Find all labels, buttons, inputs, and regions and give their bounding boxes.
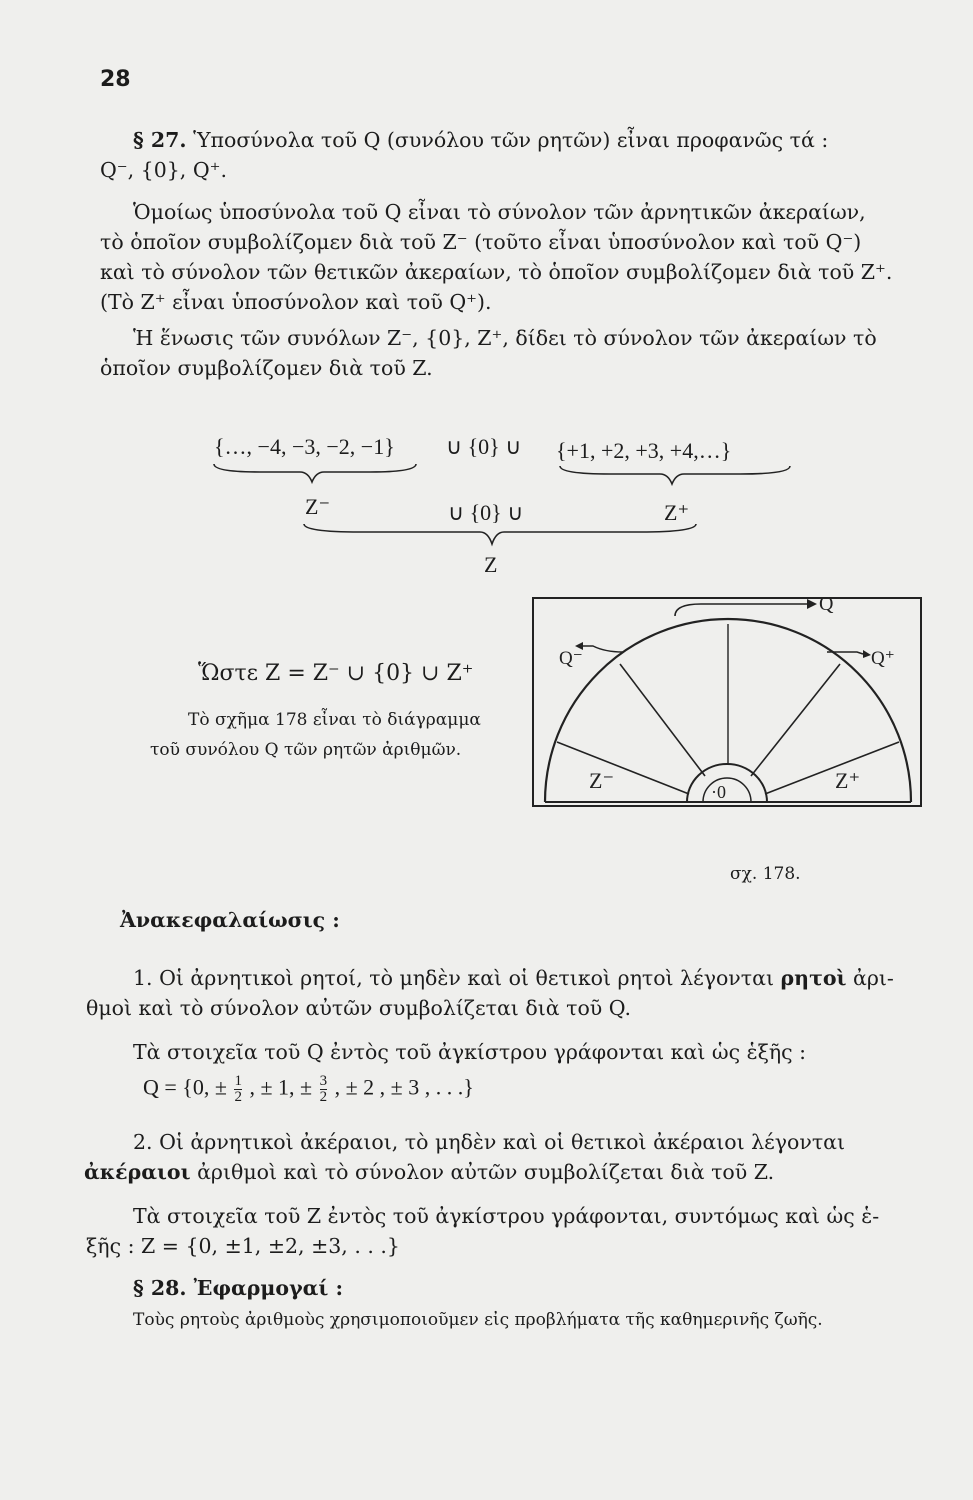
fraction-one-half [234,1074,242,1105]
z-minus-label: Z⁻ [305,494,331,519]
positive-integers-set: {+1, +2, +3, +4,…} [556,438,732,463]
recap-item-2-line-3: Τὰ στοιχεῖα τοῦ Z ἐντὸς τοῦ ἀγκίστρου γράφονται, συντόμως καὶ ὡς ἑ- [133,1204,880,1228]
recap-item-1-tail: ἀρι- [853,966,894,990]
q-minus-pointer-arrow [583,646,623,652]
section-27-para2-line-3: καὶ τὸ σύνολον τῶν θετικῶν ἀκεραίων, τὸ ὁποῖον συμβολίζομεν διὰ τοῦ Z⁺. [100,260,893,284]
brace-z-minus [214,464,416,482]
recap-item-1-bold: ρητοὶ [780,966,847,990]
union-op-1: ∪ {0} ∪ [446,434,522,459]
caption-line-1: Τὸ σχῆμα 178 εἶναι τὸ διάγραμμα [188,710,481,730]
q-plus-pointer-arrow [827,652,863,654]
z-label: Z [484,552,498,577]
brace-z [304,524,696,544]
label-z-minus: Z⁻ [589,768,615,793]
q-set-part-a: Q = {0, ± [143,1074,227,1100]
label-q-minus: Q⁻ [559,648,583,669]
divider-right-upper [751,664,840,776]
recap-item-1-line-1 [133,966,894,990]
recap-item-1-text: 1. Οἱ ἀρνητικοὶ ρητοί, τὸ μηδὲν καὶ οἱ θετικοὶ ρητοὶ λέγονται [133,966,774,990]
divider-left-upper [620,664,705,776]
caption-line-2: τοῦ συνόλου Q τῶν ρητῶν ἀριθμῶν. [150,740,462,760]
negative-integers-set: {…, −4, −3, −2, −1} [214,434,395,459]
q-set-part-b: , ± 1, ± [249,1074,313,1100]
section-28-heading: § 28. Ἐφαρμογαί : [133,1276,344,1300]
recap-item-2-rest: ἀριθμοὶ καὶ τὸ σύνολον αὐτῶν συμβολίζεται διὰ τοῦ Z. [197,1160,775,1184]
section-27-line-1 [133,128,828,152]
conclusion-formula: Ὥστε Z = Z⁻ ∪ {0} ∪ Z⁺ [198,661,474,686]
page-number: 28 [100,67,131,92]
brace-z-plus [560,466,790,484]
fraction-three-halves [320,1074,328,1105]
section-27-text-1: Ὑποσύνολα τοῦ Q (συνόλου τῶν ρητῶν) εἶναι προφανῶς τά : [193,128,829,152]
recap-item-2-line-4: ξῆς : Z = {0, ±1, ±2, ±3, . . .} [86,1234,400,1258]
label-z-plus: Z⁺ [835,768,861,793]
figure-caption: σχ. 178. [730,864,801,884]
section-28-line-1: Τοὺς ρητοὺς ἀριθμοὺς χρησιμοποιοῦμεν εἰς προβλήματα τῆς καθημερινῆς ζωῆς. [133,1310,823,1330]
q-set-formula [143,1074,474,1114]
fraction-1-denominator: 2 [234,1089,242,1105]
fraction-2-denominator: 2 [319,1089,328,1105]
fraction-2-numerator: 3 [319,1073,328,1089]
section-27-para2-line-1: Ὁμοίως ὑποσύνολα τοῦ Q εἶναι τὸ σύνολον τῶν ἀρνητικῶν ἀκεραίων, [133,200,866,224]
recap-heading: Ἀνακεφαλαίωσις : [120,908,340,932]
label-q: Q [819,593,834,615]
section-27-para2-line-2: τὸ ὁποῖον συμβολίζομεν διὰ τοῦ Z⁻ (τοῦτο εἶναι ὑποσύνολον καὶ τοῦ Q⁻) [100,230,862,254]
label-zero: ·0 [711,782,726,802]
recap-item-1-line-2: θμοὶ καὶ τὸ σύνολον αὐτῶν συμβολίζεται διὰ τοῦ Q. [86,996,632,1020]
section-27-para3-line-1: Ἡ ἕνωσις τῶν συνόλων Z⁻, {0}, Z⁺, δίδει τὸ σύνολον τῶν ἀκεραίων τὸ [133,326,877,350]
figure-178-diagram [525,580,935,820]
recap-item-1-line-3: Τὰ στοιχεῖα τοῦ Q ἐντὸς τοῦ ἀγκίστρου γράφονται καὶ ὡς ἑξῆς : [133,1040,807,1064]
divider-right-lower [765,742,899,794]
union-op-2: ∪ {0} ∪ [448,500,524,525]
fraction-1-numerator: 1 [234,1073,242,1089]
section-27-para2-line-4: (Τὸ Z⁺ εἶναι ὑποσύνολον καὶ τοῦ Q⁺). [100,290,492,314]
section-27-para3-line-2: ὁποῖον συμβολίζομεν διὰ τοῦ Z. [100,356,433,380]
q-pointer-arrow [675,604,807,616]
z-plus-label: Z⁺ [664,500,690,525]
label-q-plus: Q⁺ [871,648,895,669]
q-set-part-c: , ± 2 , ± 3 , . . .} [334,1074,474,1100]
recap-item-2-line-2 [84,1160,774,1184]
divider-left-lower [557,742,689,794]
section-27-line-2: Q⁻, {0}, Q⁺. [100,158,227,182]
recap-item-2-bold: ἀκέραιοι [84,1160,191,1184]
section-27-heading: § 27. [133,128,187,152]
recap-item-2-line-1: 2. Οἱ ἀρνητικοὶ ἀκέραιοι, τὸ μηδὲν καὶ οἱ θετικοὶ ἀκέραιοι λέγονται [133,1130,846,1154]
